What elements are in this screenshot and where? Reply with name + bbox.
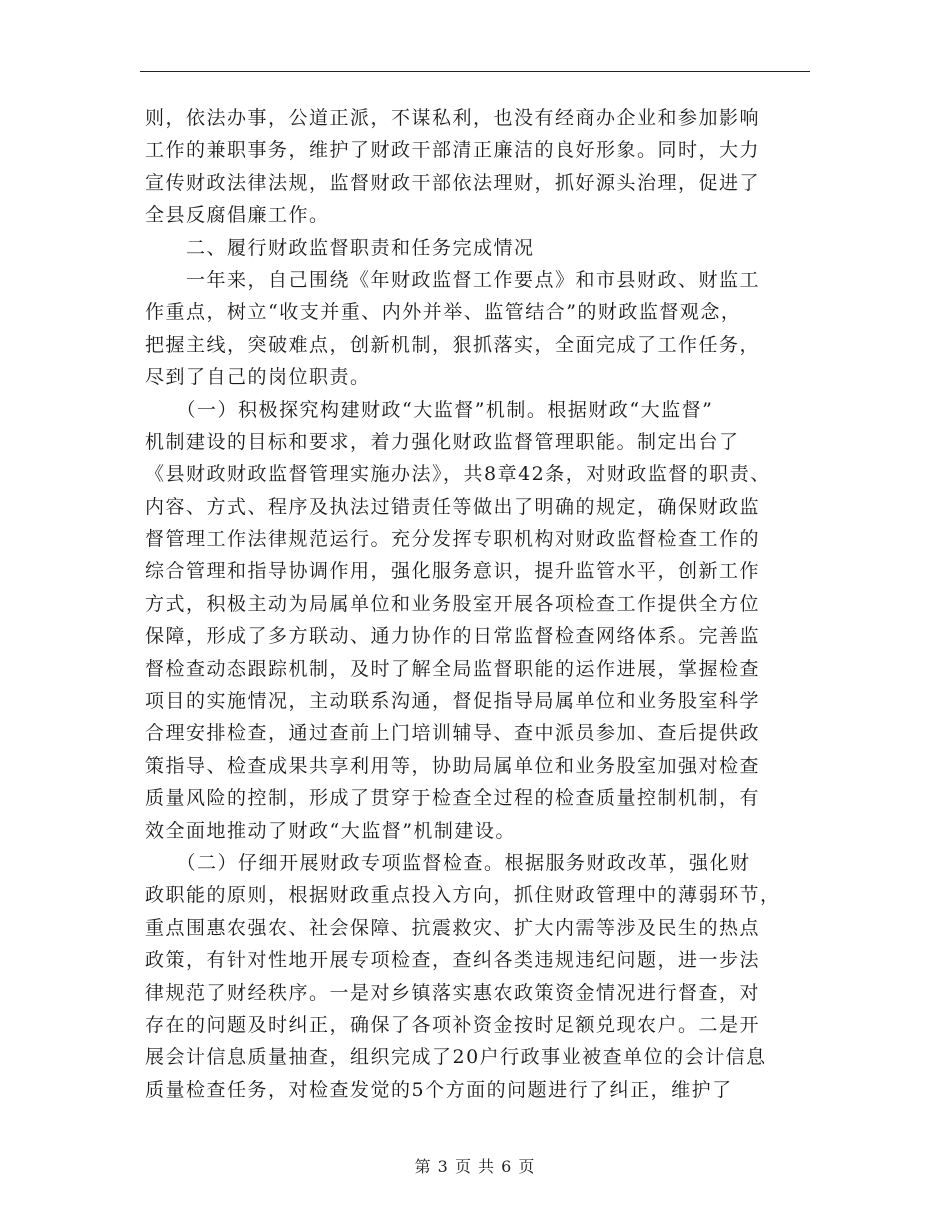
text-line: 督管理工作法律规范运行。充分发挥专职机构对财政监督检查工作的	[145, 528, 761, 551]
page-footer: 第 3 页 共 6 页	[414, 1157, 536, 1176]
text-line: 内容、方式、程序及执法过错责任等做出了明确的规定，确保财政监	[145, 495, 761, 518]
text-line: 机制建设的目标和要求，着力强化财政监督管理职能。制定出台了	[145, 430, 740, 453]
text-line: 则，依法办事，公道正派，不谋私利，也没有经商办企业和参加影响	[145, 107, 761, 129]
text-line: 工作的兼职事务，维护了财政干部清正廉洁的良好形象。同时，大力	[145, 139, 761, 162]
text-line: 展会计信息质量抽查，组织完成了20户行政事业被查单位的会计信息	[145, 1046, 767, 1069]
text-line: 督检查动态跟踪机制，及时了解全局监督职能的运作进展，掌握检查	[145, 657, 761, 680]
text-line: 全县反腐倡廉工作。	[145, 204, 330, 227]
text-line: 效全面地推动了财政“大监督”机制建设。	[145, 819, 516, 842]
text-line: 二、履行财政监督职责和任务完成情况	[145, 236, 535, 259]
text-line: 把握主线，突破难点，创新机制，狠抓落实，全面完成了工作任务，	[145, 333, 761, 356]
text-line: 策指导、检查成果共享利用等，协助局属单位和业务股室加强对检查	[145, 754, 761, 777]
text-line: 重点围惠农强农、社会保障、抗震救灾、扩大内需等涉及民生的热点	[145, 916, 761, 939]
text-line: 尽到了自己的岗位职责。	[145, 366, 371, 389]
text-line: 宣传财政法律法规，监督财政干部依法理财，抓好源头治理，促进了	[145, 171, 761, 194]
text-line: 一年来，自己围绕《年财政监督工作要点》和市县财政、财监工	[145, 268, 761, 291]
text-line: 《县财政财政监督管理实施办法》，共8章42条，对财政监督的职责、	[145, 463, 771, 486]
text-line: 项目的实施情况，主动联系沟通，督促指导局属单位和业务股室科学	[145, 690, 761, 713]
text-line: 政职能的原则，根据财政重点投入方向，抓住财政管理中的薄弱环节，	[145, 884, 781, 907]
text-line: 作重点，树立“收支并重、内外并举、监管结合”的财政监督观念，	[145, 301, 742, 324]
text-line: 律规范了财经秩序。一是对乡镇落实惠农政策资金情况进行督查，对	[145, 981, 761, 1004]
text-line: 综合管理和指导协调作用，强化服务意识，提升监管水平，创新工作	[145, 560, 761, 583]
text-line: 质量风险的控制，形成了贯穿于检查全过程的检查质量控制机制，有	[145, 787, 761, 810]
text-line: 存在的问题及时纠正，确保了各项补资金按时足额兑现农户。二是开	[145, 1013, 761, 1036]
text-line: 保障，形成了多方联动、通力协作的日常监督检查网络体系。完善监	[145, 625, 761, 648]
text-line: 政策，有针对性地开展专项检查，查纠各类违规违纪问题，进一步法	[145, 949, 761, 972]
text-line: （一）积极探究构建财政“大监督”机制。根据财政“大监督”	[145, 398, 714, 421]
document-body	[145, 102, 815, 1106]
text-line: 质量检查任务，对检查发觉的5个方面的问题进行了纠正，维护了	[145, 1078, 733, 1101]
text-line: 合理安排检查，通过查前上门培训辅导、查中派员参加、查后提供政	[145, 722, 761, 745]
text-line: （二）仔细开展财政专项监督检查。根据服务财政改革，强化财	[145, 851, 751, 874]
header-rule	[140, 71, 810, 72]
text-line: 方式，积极主动为局属单位和业务股室开展各项检查工作提供全方位	[145, 592, 761, 615]
